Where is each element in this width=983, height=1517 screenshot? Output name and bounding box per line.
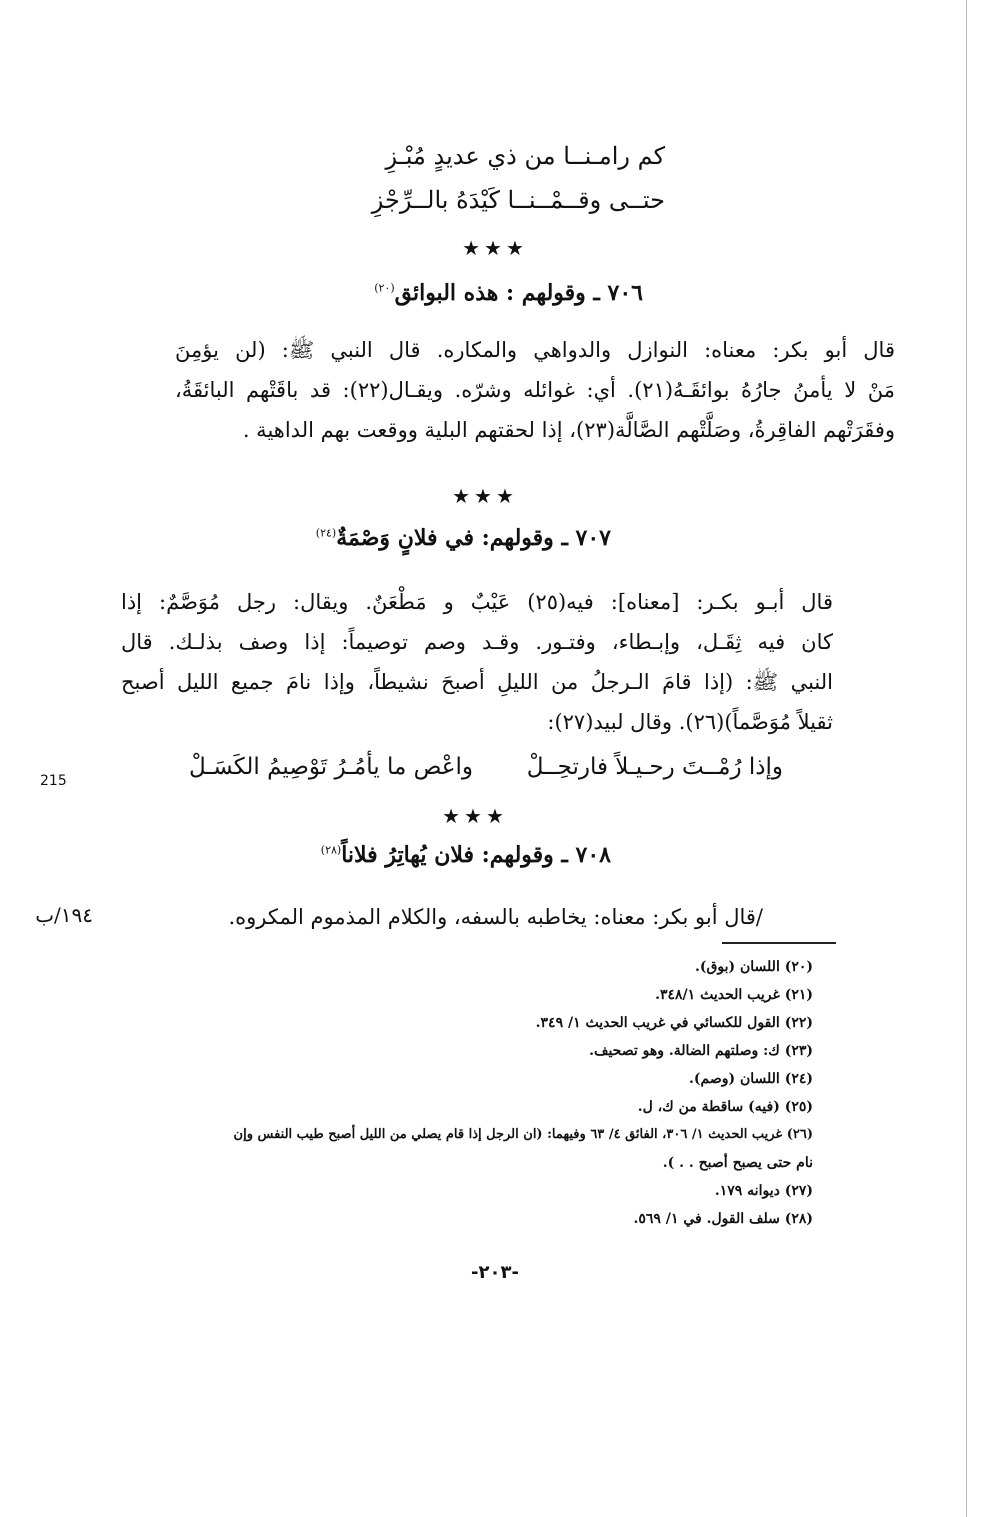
footnote-ref: (٢٤)	[315, 526, 337, 540]
paragraph-line: قال أبو بكر: معناه: النوازل والدواهي والمكاره. قال النبي ﷺ: (لن يؤمِنَ	[175, 338, 895, 362]
footnote: (٢٥) (فيه) ساقطة من ك، ل.	[637, 1099, 813, 1115]
separator-stars: ★★★	[462, 236, 528, 260]
entry-heading-text: ٧٠٨ ـ وقولهم: فلان يُهاتِرُ فلاناً	[341, 842, 611, 868]
entry-heading-708	[321, 842, 611, 868]
paragraph-line: وفقَرَتْهم الفاقِرةُ، وصَلَّتْهم الصَّالَّة(٢٣)، إذا لحقتهم البلية ووقعت بهم الداهية .	[242, 418, 895, 442]
paragraph-line: النبي ﷺ: (إذا قامَ الـرجلُ من الليلِ أصبحَ نشيطاً، وإذا نامَ جميع الليل أصبح	[121, 670, 833, 694]
entry-heading-text: ٧٠٧ ـ وقولهم: في فلانٍ وَصْمَةٌ	[336, 525, 611, 551]
footnote: (٢٧) ديوانه ١٧٩.	[714, 1183, 813, 1199]
entry-heading-text: ٧٠٦ ـ وقولهم : هذه البوائق	[394, 280, 643, 306]
footnote: (٢٢) القول للكسائي في غريب الحديث ١/ ٣٤٩.	[535, 1015, 813, 1031]
paragraph-line: /قال أبو بكر: معناه: يخاطبه بالسفه، والكلام المذموم المكروه.	[228, 905, 763, 929]
footnote: (٢٣) ك: وصلتهم الضالة. وهو تصحيف.	[589, 1043, 813, 1059]
paragraph-line: قال أبـو بكـر: [معناه]: فيه(٢٥) عَيْبٌ و مَطْعَنٌ. ويقال: رجل مُوَصَّمٌ: إذا	[121, 590, 833, 614]
footnote: (٢٤) اللسان (وصم).	[689, 1071, 813, 1087]
verse-line-2: حتــى وقــمْــنــا كَيْدَهُ بالــرِّجْزِ	[371, 186, 665, 214]
poem-hemistich-1: وإذا رُمْــتَ رحـيـلاً فارتحِــلْ	[526, 754, 783, 780]
footnote-ref: (٢٠)	[374, 281, 395, 295]
separator-stars: ★★★	[442, 804, 508, 828]
footnote: نام حتى يصبح أصبح . . ).	[662, 1155, 813, 1171]
footnote: (٢٠) اللسان (بوق).	[695, 959, 813, 975]
separator-stars: ★★★	[452, 484, 518, 508]
paragraph-line: مَنْ لا يأمنُ جارُهُ بوائقَـهُ(٢١). أي: غوائله وشرّه. ويقـال(٢٢): قد باقَتْهم البائقَةُ،	[175, 378, 896, 402]
page-number: -٢٠٣-	[471, 1262, 519, 1283]
manuscript-folio-marker: ١٩٤/ب	[35, 903, 93, 927]
footnote: (٢١) غريب الحديث ٣٤٨/١.	[655, 987, 813, 1003]
footnotes	[113, 953, 813, 1233]
page-reference: 215	[40, 773, 67, 789]
poem-hemistich-2: واعْص ما يأمُـرُ تَوْصِيمُ الكَسَـلْ	[189, 754, 473, 780]
verse-line-1: كم رامـنــا من ذي عديدٍ مُبْـزِ	[385, 142, 665, 170]
footnote-ref: (٢٨)	[320, 843, 342, 857]
footnote-separator	[722, 942, 836, 944]
entry-heading-707	[316, 525, 611, 551]
footnote: (٢٨) سلف القول. في ١/ ٥٦٩.	[633, 1211, 813, 1227]
footnote: (٢٦) غريب الحديث ١/ ٣٠٦، الفائق ٤/ ٦٣ وفيهما: (ان الرجل إذا قام يصلي من الليل أصبح طيب النفس وإن	[233, 1127, 813, 1142]
entry-paragraph-707	[121, 582, 833, 742]
entry-paragraph-706	[175, 330, 895, 450]
entry-paragraph-708	[203, 897, 763, 937]
paragraph-line: كان فيه ثِقَـل، وإبـطاء، وفتـور. وقـد وصم توصيماً: إذا وصف بذلـك. قال	[121, 630, 833, 654]
entry-heading-706	[374, 280, 643, 306]
paragraph-line: ثقيلاً مُوَصَّماً)(٢٦). وقال لبيد(٢٧):	[547, 710, 833, 734]
